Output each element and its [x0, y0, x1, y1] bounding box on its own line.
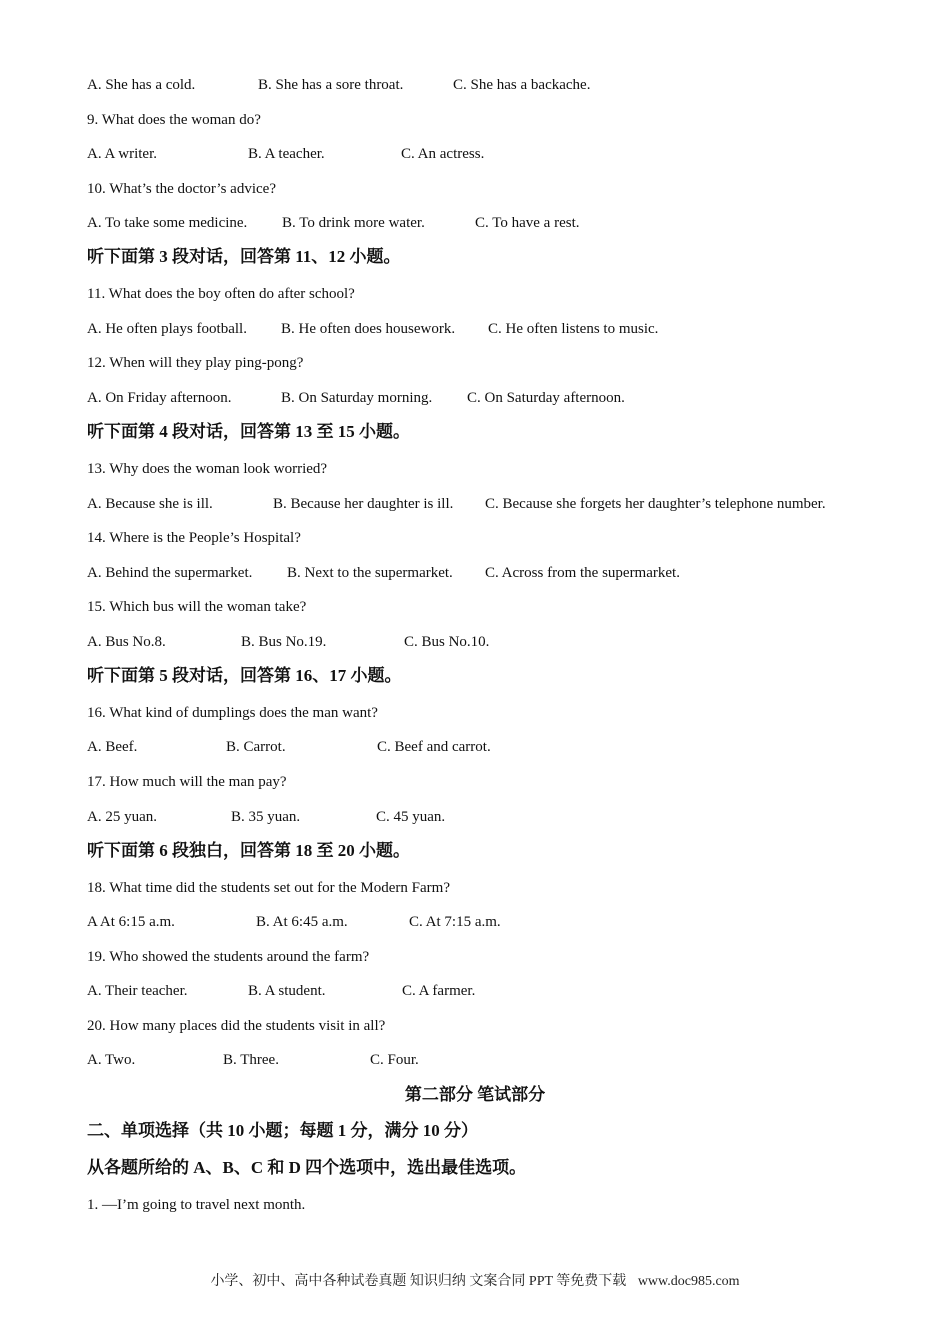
option-a: A. Because she is ill. [87, 496, 213, 512]
option-c: C. 45 yuan. [376, 809, 446, 825]
option-b: B. Next to the supermarket. [287, 565, 453, 581]
question: 1. —I’m going to travel next month. [87, 1197, 306, 1213]
question: 18. What time did the students set out for the Modern Farm? [87, 880, 450, 896]
section-heading: 从各题所给的 A、B、C 和 D 四个选项中，选出最佳选项。 [87, 1158, 527, 1177]
option-b: B. He often does housework. [281, 321, 456, 337]
question: 9. What does the woman do? [87, 112, 261, 128]
option-b: B. 35 yuan. [231, 809, 301, 825]
section-heading: 听下面第 6 段独白，回答第 18 至 20 小题。 [87, 841, 410, 860]
option-b: B. Because her daughter is ill. [273, 496, 454, 512]
option-b: B. She has a sore throat. [258, 77, 404, 93]
section-heading: 听下面第 4 段对话，回答第 13 至 15 小题。 [87, 422, 410, 441]
option-c: C. To have a rest. [475, 215, 580, 231]
footer-text: 小学、初中、高中各种试卷真题 知识归纳 文案合同 PPT 等免费下载 [210, 1274, 627, 1289]
question: 16. What kind of dumplings does the man want? [87, 705, 378, 721]
option-c: C. Four. [370, 1052, 419, 1068]
question: 11. What does the boy often do after school? [87, 286, 355, 302]
section-heading: 二、单项选择（共 10 小题；每题 1 分，满分 10 分） [87, 1121, 478, 1140]
option-a: A. To take some medicine. [87, 215, 248, 231]
option-b: B. A teacher. [248, 146, 325, 162]
question: 15. Which bus will the woman take? [87, 599, 307, 615]
question: 19. Who showed the students around the farm? [87, 949, 370, 965]
option-a: A. Their teacher. [87, 983, 188, 999]
question: 20. How many places did the students visit in all? [87, 1018, 386, 1034]
option-c: C. A farmer. [402, 983, 476, 999]
section-heading: 听下面第 3 段对话，回答第 11、12 小题。 [87, 247, 401, 266]
option-a: A. Behind the supermarket. [87, 565, 253, 581]
option-c: C. Across from the supermarket. [485, 565, 680, 581]
question: 14. Where is the People’s Hospital? [87, 530, 301, 546]
question: 17. How much will the man pay? [87, 774, 287, 790]
option-b: B. To drink more water. [282, 215, 425, 231]
option-a: A. Two. [87, 1052, 136, 1068]
option-c: C. She has a backache. [453, 77, 591, 93]
option-a: A. He often plays football. [87, 321, 247, 337]
part-title: 第二部分 笔试部分 [404, 1085, 546, 1104]
option-b: B. A student. [248, 983, 326, 999]
option-c: C. An actress. [401, 146, 485, 162]
question: 13. Why does the woman look worried? [87, 461, 328, 477]
option-c: C. Beef and carrot. [377, 739, 491, 755]
option-c: C. At 7:15 a.m. [409, 914, 501, 930]
option-c: C. He often listens to music. [488, 321, 659, 337]
option-a: A. Bus No.8. [87, 634, 166, 650]
option-c: C. Bus No.10. [404, 634, 490, 650]
option-c: C. On Saturday afternoon. [467, 390, 625, 406]
option-b: B. At 6:45 a.m. [256, 914, 348, 930]
option-a: A At 6:15 a.m. [87, 914, 175, 930]
option-b: B. Three. [223, 1052, 279, 1068]
question: 10. What’s the doctor’s advice? [87, 181, 276, 197]
option-c: C. Because she forgets her daughter’s telephone number. [485, 496, 826, 512]
option-b: B. On Saturday morning. [281, 390, 433, 406]
section-heading: 听下面第 5 段对话，回答第 16、17 小题。 [87, 666, 402, 685]
option-a: A. A writer. [87, 146, 157, 162]
option-a: A. She has a cold. [87, 77, 196, 93]
option-a: A. 25 yuan. [87, 809, 157, 825]
option-b: B. Bus No.19. [241, 634, 327, 650]
option-a: A. On Friday afternoon. [87, 390, 232, 406]
question: 12. When will they play ping-pong? [87, 355, 304, 371]
option-b: B. Carrot. [226, 739, 286, 755]
footer [0, 1270, 950, 1290]
footer-url[interactable]: www.doc985.com [637, 1274, 740, 1289]
option-a: A. Beef. [87, 739, 138, 755]
